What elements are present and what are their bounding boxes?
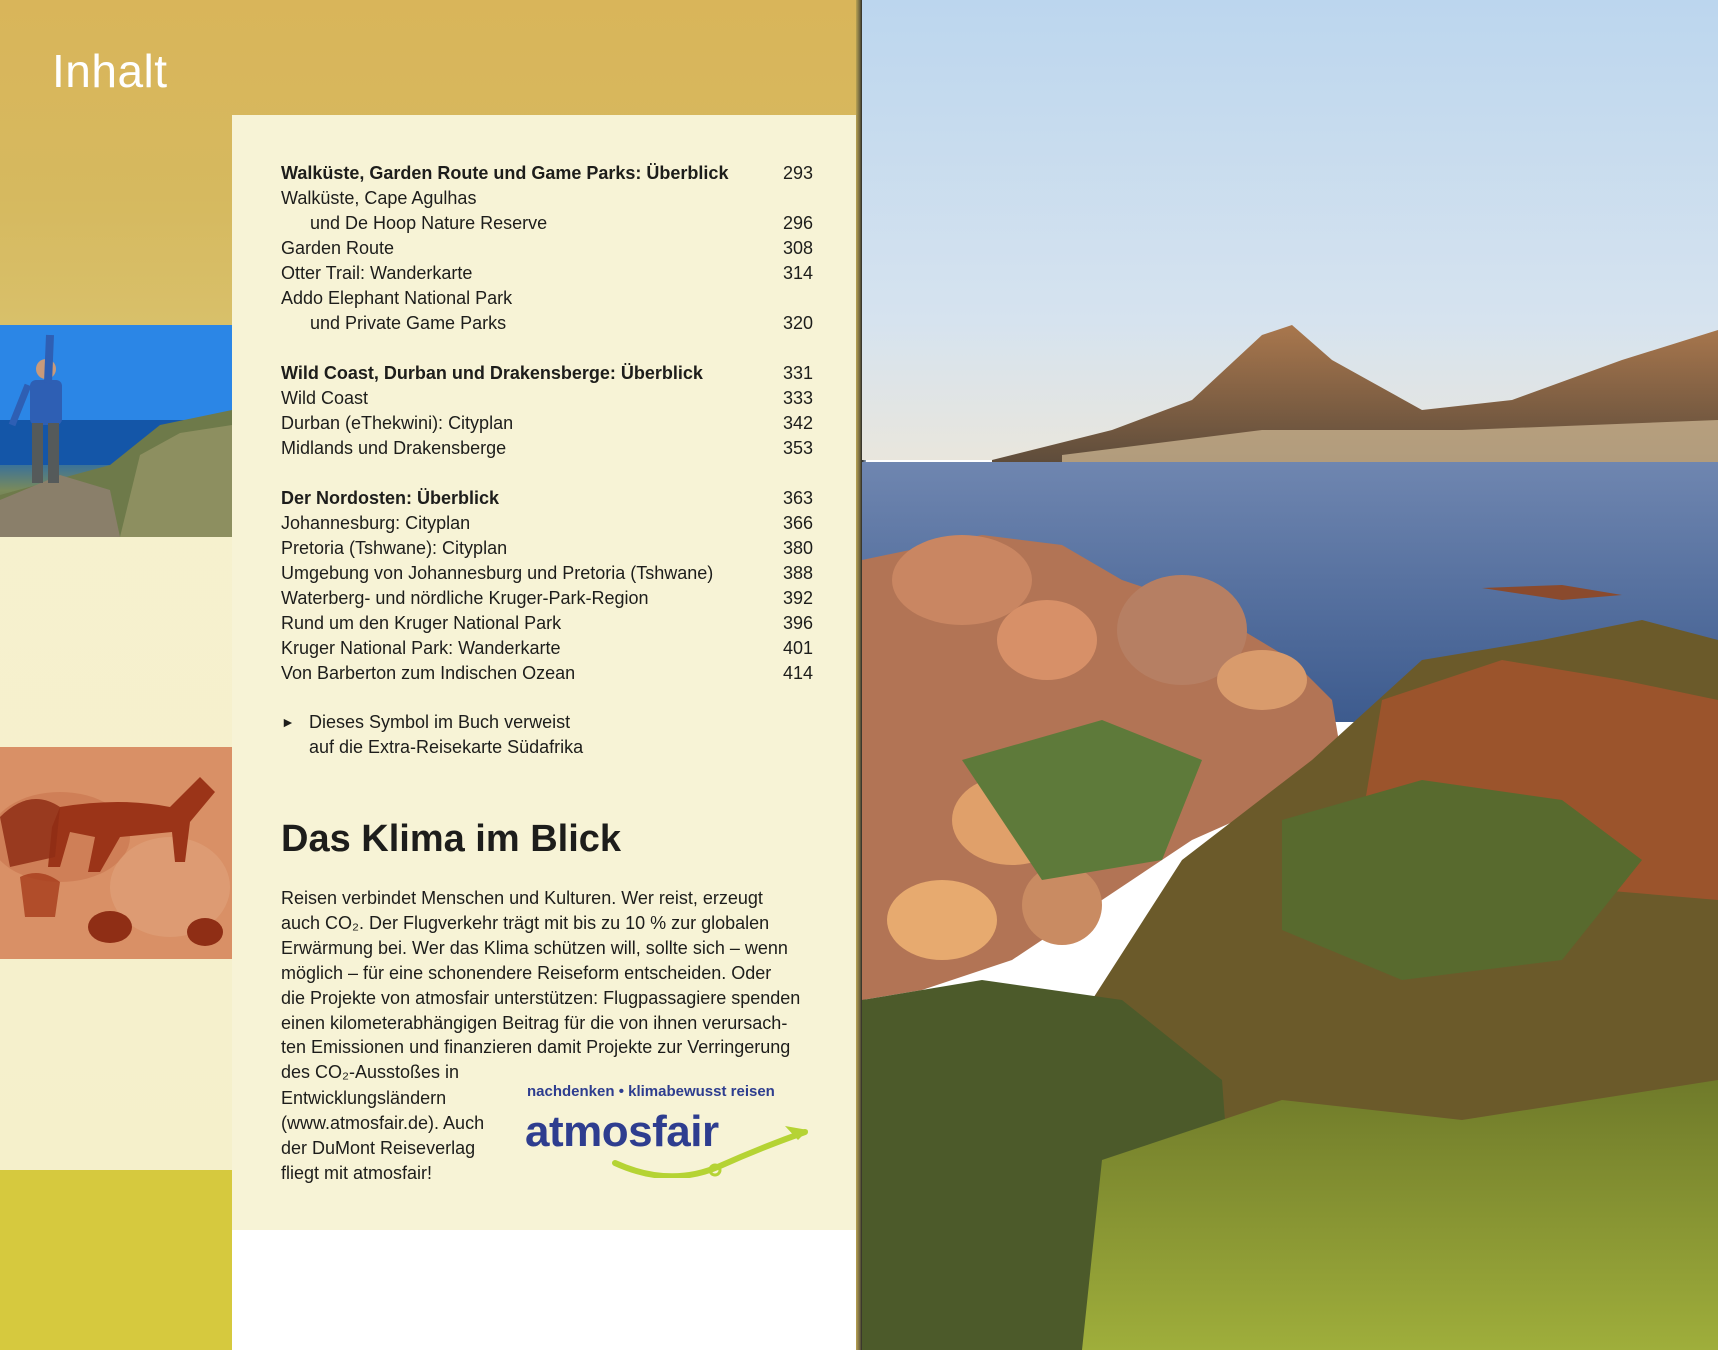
toc-entry-line: Otter Trail: Wanderkarte <box>281 263 473 283</box>
toc-entry-line: und Private Game Parks <box>310 313 507 333</box>
toc-entry-title <box>281 586 763 611</box>
toc-entry-line: Rund um den Kruger National Park <box>281 613 562 633</box>
toc-entry[interactable] <box>281 586 813 611</box>
toc-page-number: 353 <box>782 438 813 458</box>
toc-entry-title <box>281 511 763 536</box>
toc-entry-title <box>281 236 763 261</box>
toc-entry-title <box>281 386 763 411</box>
toc-section <box>281 161 813 336</box>
atmosfair-plane-swoosh-icon <box>610 1118 810 1178</box>
toc-entry-line: Kruger National Park: Wanderkarte <box>281 638 561 658</box>
toc-section-heading[interactable] <box>281 161 813 186</box>
toc-entry-line: Johannesburg: Cityplan <box>281 513 471 533</box>
toc-entry[interactable] <box>281 536 813 561</box>
toc-page-number: 392 <box>782 588 813 608</box>
klima-text-line: Entwicklungsländern <box>281 1088 447 1108</box>
coastal-landscape-photo <box>862 0 1718 1350</box>
page-title: Inhalt <box>52 45 168 97</box>
toc-page-number: 320 <box>782 313 813 333</box>
toc-page-number: 293 <box>782 163 813 183</box>
atmosfair-tagline: nachdenken • klimabewusst reisen <box>527 1083 775 1100</box>
toc-page-number: 342 <box>782 413 813 433</box>
table-of-contents <box>281 161 813 711</box>
toc-section <box>281 486 813 686</box>
map-symbol-arrow-icon: ► <box>281 714 295 730</box>
toc-heading-title: Der Nordosten: Überblick <box>281 488 500 508</box>
toc-page-number: 363 <box>782 488 813 508</box>
toc-entry-line: Umgebung von Johannesburg und Pretoria (Tshwane) <box>281 563 714 583</box>
toc-entry-title <box>281 436 763 461</box>
map-note-line-1: Dieses Symbol im Buch verweist <box>309 712 571 732</box>
klima-text-line: fliegt mit atmosfair! <box>281 1162 433 1183</box>
toc-entry[interactable] <box>281 611 813 636</box>
klima-text-line: einen kilometerabhängigen Beitrag für die von ihnen verursach- <box>281 1012 788 1033</box>
toc-heading-title: Walküste, Garden Route und Game Parks: Überblick <box>281 163 729 183</box>
footer-strip <box>232 1230 860 1350</box>
rock-art-photo <box>0 747 232 959</box>
toc-entry-line: Wild Coast <box>281 388 369 408</box>
lime-side-band <box>0 1170 232 1350</box>
klima-paragraph <box>281 886 807 1085</box>
toc-entry-title <box>281 411 763 436</box>
toc-entry-line: und De Hoop Nature Reserve <box>310 213 548 233</box>
klima-text-line: Erwärmung bei. Wer das Klima schützen will, sollte sich – wenn <box>281 937 788 958</box>
toc-entry-title <box>281 611 763 636</box>
klima-text-line: des CO₂-Ausstoßes in <box>281 1062 460 1083</box>
toc-entry-title <box>281 561 763 586</box>
toc-entry[interactable] <box>281 411 813 436</box>
klima-text-line: (www.atmosfair.de). Auch <box>281 1112 485 1133</box>
toc-page-number: 388 <box>782 563 813 583</box>
toc-entry-title <box>281 661 763 686</box>
toc-entry-line: Garden Route <box>281 238 395 258</box>
toc-entry[interactable] <box>281 261 813 286</box>
toc-entry[interactable] <box>281 236 813 261</box>
toc-section-heading[interactable] <box>281 486 813 511</box>
map-note <box>281 710 801 760</box>
klima-text-line: die Projekte von atmosfair unterstützen: Flugpassagiere spenden <box>281 987 801 1008</box>
toc-entry[interactable] <box>281 661 813 686</box>
atmosfair-logo: atmosfair <box>525 1107 719 1156</box>
toc-entry-title <box>281 286 763 336</box>
toc-page-number: 296 <box>782 213 813 233</box>
toc-entry[interactable] <box>281 186 813 236</box>
toc-heading-title: Wild Coast, Durban und Drakensberge: Überblick <box>281 363 703 383</box>
toc-page-number: 366 <box>782 513 813 533</box>
klima-text-line: der DuMont Reiseverlag <box>281 1137 476 1158</box>
toc-entry[interactable] <box>281 386 813 411</box>
hiker-photo <box>0 325 232 537</box>
toc-entry-line: Durban (eThekwini): Cityplan <box>281 413 514 433</box>
toc-page-number: 308 <box>782 238 813 258</box>
toc-page-number: 396 <box>782 613 813 633</box>
toc-page-number: 333 <box>782 388 813 408</box>
toc-entry-title <box>281 186 763 236</box>
map-note-line-2: auf die Extra-Reisekarte Südafrika <box>309 737 584 757</box>
klima-text-line: ten Emissionen und finanzieren damit Projekte zur Verringerung <box>281 1037 791 1058</box>
toc-section-heading[interactable] <box>281 361 813 386</box>
toc-page-number: 414 <box>782 663 813 683</box>
klima-text-line: möglich – für eine schonendere Reiseform entscheiden. Oder <box>281 962 772 983</box>
toc-entry[interactable] <box>281 436 813 461</box>
toc-entry[interactable] <box>281 511 813 536</box>
klima-heading: Das Klima im Blick <box>281 818 622 860</box>
klima-text-line: Reisen verbindet Menschen und Kulturen. Wer reist, erzeugt <box>281 888 763 908</box>
toc-page-number: 401 <box>782 638 813 658</box>
toc-entry[interactable] <box>281 561 813 586</box>
toc-entry-title <box>281 261 763 286</box>
toc-page-number: 380 <box>782 538 813 558</box>
toc-entry-title <box>281 536 763 561</box>
toc-entry[interactable] <box>281 636 813 661</box>
toc-entry[interactable] <box>281 286 813 336</box>
klima-paragraph-end <box>281 1086 521 1186</box>
toc-entry-line: Addo Elephant National Park <box>281 288 513 308</box>
toc-entry-line: Midlands und Drakensberge <box>281 438 507 458</box>
toc-entry-line: Waterberg- und nördliche Kruger-Park-Region <box>281 588 649 608</box>
toc-entry-line: Walküste, Cape Agulhas <box>281 188 477 208</box>
klima-text-line: auch CO₂. Der Flugverkehr trägt mit bis zu 10 % zur globalen <box>281 912 770 933</box>
toc-page-number: 314 <box>782 263 813 283</box>
toc-page-number: 331 <box>782 363 813 383</box>
toc-entry-line: Pretoria (Tshwane): Cityplan <box>281 538 508 558</box>
toc-entry-title <box>281 636 763 661</box>
toc-section <box>281 361 813 461</box>
toc-entry-line: Von Barberton zum Indischen Ozean <box>281 663 576 683</box>
